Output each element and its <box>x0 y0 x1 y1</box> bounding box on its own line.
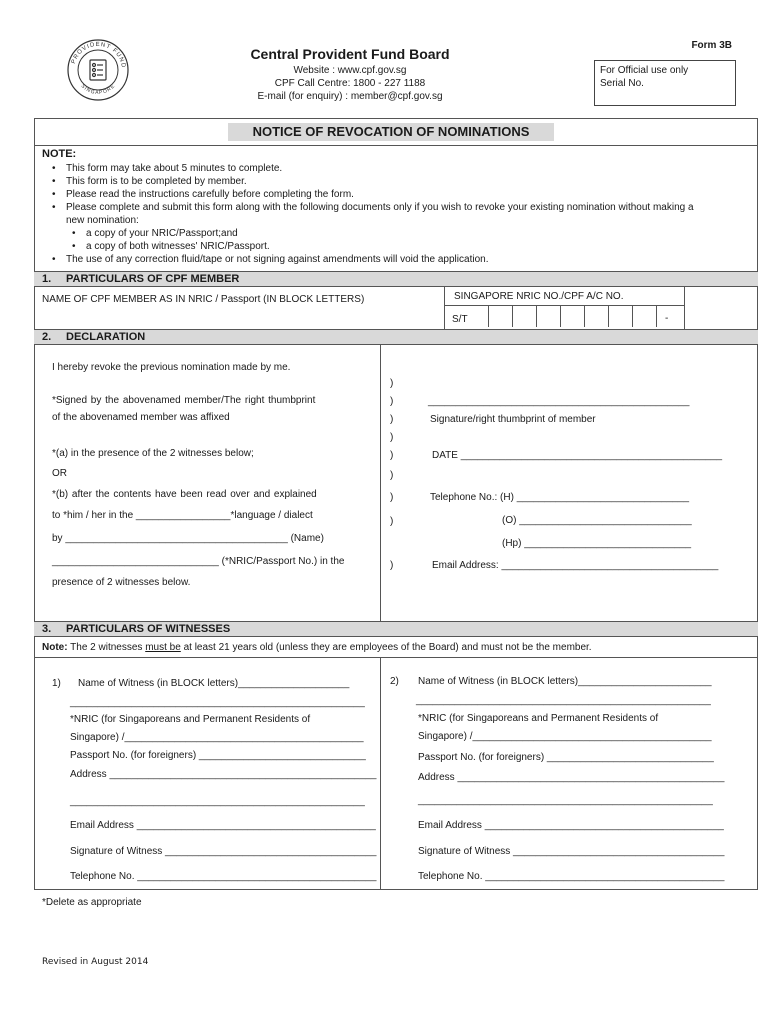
paren: ) <box>390 432 394 443</box>
note-item: • The use of any correction fluid/tape or not signing against amendments will void the application. <box>52 253 742 266</box>
witness2-address-field[interactable]: Address ________________________________________________ <box>418 772 725 783</box>
official-use-box <box>594 60 736 106</box>
witness1-passport-field[interactable]: Passport No. (for foreigners) ______________________________ <box>70 750 366 761</box>
nric-box <box>632 305 633 327</box>
paren: ) <box>390 516 394 527</box>
telephone-home-field[interactable]: Telephone No.: (H) _______________________________ <box>430 492 690 503</box>
option-b: *(b) after the contents have been read over and explained <box>52 489 317 500</box>
divider <box>380 657 381 890</box>
witness2-passport-field[interactable]: Passport No. (for foreigners) ______________________________ <box>418 752 714 763</box>
paren: ) <box>390 560 394 571</box>
nric-dash: - <box>665 313 669 324</box>
witness-note-text2: at least 21 years old (unless they are employees of the Board) and must not be the member. <box>180 642 592 653</box>
witness2-name-field[interactable]: Name of Witness (in BLOCK letters)________________________ <box>418 676 712 687</box>
witness-nric-line[interactable]: ______________________________ (*NRIC/Passport No.) in the <box>52 556 345 567</box>
by-name-line[interactable]: by ________________________________________ (Name) <box>52 533 324 544</box>
witness2-nric-field[interactable]: Singapore) /___________________________________________ <box>418 731 712 742</box>
revoke-statement: I hereby revoke the previous nomination made by me. <box>52 362 291 373</box>
witness1-name-line2[interactable]: _____________________________________________________ <box>70 697 365 708</box>
note-item: • This form may take about 5 minutes to complete. <box>52 162 742 175</box>
section2-header <box>34 329 758 345</box>
delete-note: *Delete as appropriate <box>42 897 142 908</box>
paren: ) <box>390 450 394 461</box>
nric-box <box>608 305 609 327</box>
witness2-address-line2[interactable]: _____________________________________________________ <box>418 795 713 806</box>
witness1-nric-label: *NRIC (for Singaporeans and Permanent Residents of <box>70 714 311 725</box>
paren: ) <box>390 492 394 503</box>
witness-note <box>42 642 592 653</box>
website-line[interactable]: Website : www.cpf.gov.sg <box>293 65 407 76</box>
nric-box <box>560 305 561 327</box>
section1-header <box>34 271 758 287</box>
signed-text-1: *Signed by the abovenamed member/The right thumbprint <box>52 395 316 406</box>
form-title: NOTICE OF REVOCATION OF NOMINATIONS <box>228 123 554 141</box>
revision-date: Revised in August 2014 <box>42 957 149 967</box>
divider <box>684 287 685 329</box>
witness-note-prefix: Note: <box>42 642 68 653</box>
witness1-address-field[interactable]: Address ________________________________________________ <box>70 769 377 780</box>
telephone-hp-field[interactable]: (Hp) ______________________________ <box>502 538 692 549</box>
signed-text-2: of the abovenamed member was affixed <box>52 412 230 423</box>
section2-num: 2. <box>42 331 52 343</box>
nric-box <box>512 305 513 327</box>
witness2-email-field[interactable]: Email Address ___________________________________________ <box>418 820 724 831</box>
section3-num: 3. <box>42 623 52 635</box>
witness1-name-field[interactable]: Name of Witness (in BLOCK letters)____________________ <box>78 678 350 689</box>
telephone-office-field[interactable]: (O) _______________________________ <box>502 515 692 526</box>
language-line[interactable]: to *him / her in the _________________*language / dialect <box>52 510 313 521</box>
note-heading: NOTE: <box>42 148 77 160</box>
witness1-nric-field[interactable]: Singapore) /___________________________________________ <box>70 732 364 743</box>
note-subitem: • a copy of your NRIC/Passport;and <box>52 227 742 240</box>
witness2-telephone-field[interactable]: Telephone No. ___________________________________________ <box>418 871 725 882</box>
divider <box>444 287 445 329</box>
paren: ) <box>390 396 394 407</box>
witness2-number: 2) <box>390 676 399 687</box>
form-number: Form 3B <box>691 40 732 51</box>
signature-label: Signature/right thumbprint of member <box>430 414 596 425</box>
section3-header <box>34 621 758 637</box>
witness1-email-field[interactable]: Email Address ___________________________________________ <box>70 820 376 831</box>
note-item: • This form is to be completed by member. <box>52 175 742 188</box>
signature-line[interactable]: _______________________________________________ <box>428 396 690 407</box>
witness-note-text1: The 2 witnesses <box>70 642 146 653</box>
section2-title: DECLARATION <box>66 331 146 343</box>
section1-title: PARTICULARS OF CPF MEMBER <box>66 273 240 285</box>
note-subitem: • a copy of both witnesses' NRIC/Passport. <box>52 240 742 253</box>
paren: ) <box>390 378 394 389</box>
member-name-label: NAME OF CPF MEMBER AS IN NRIC / Passport (IN BLOCK LETTERS) <box>42 294 365 305</box>
witness2-nric-label: *NRIC (for Singaporeans and Permanent Residents of <box>418 713 659 724</box>
nric-box <box>488 305 489 327</box>
date-field[interactable]: DATE _______________________________________________ <box>432 450 723 461</box>
note-item: • Please complete and submit this form along with the following documents only if you wish to revoke your existing nomination without making a <box>52 201 742 214</box>
witness1-number: 1) <box>52 678 61 689</box>
note-item-cont: new nomination: <box>66 215 139 226</box>
nric-box <box>584 305 585 327</box>
email-line[interactable]: E-mail (for enquiry) : member@cpf.gov.sg <box>257 91 443 102</box>
section3-title: PARTICULARS OF WITNESSES <box>66 623 231 635</box>
witness-note-must: must be <box>145 642 181 653</box>
paren: ) <box>390 414 394 425</box>
paren: ) <box>390 470 394 481</box>
witness1-signature-field[interactable]: Signature of Witness ______________________________________ <box>70 846 377 857</box>
nric-box <box>536 305 537 327</box>
seal-top-text: PROVIDENT FUND <box>70 41 127 69</box>
note-item: • Please read the instructions carefully before completing the form. <box>52 188 742 201</box>
nric-box <box>656 305 657 327</box>
option-a: *(a) in the presence of the 2 witnesses below; <box>52 448 254 459</box>
email-address-field[interactable]: Email Address: _______________________________________ <box>432 560 719 571</box>
witness1-address-line2[interactable]: _____________________________________________________ <box>70 796 365 807</box>
nric-label: SINGAPORE NRIC NO./CPF A/C NO. <box>454 291 624 302</box>
section1-num: 1. <box>42 273 52 285</box>
witness1-telephone-field[interactable]: Telephone No. ___________________________________________ <box>70 871 377 882</box>
call-centre-line: CPF Call Centre: 1800 - 227 1188 <box>274 78 426 89</box>
note-list <box>52 162 742 266</box>
serial-no-label: Serial No. <box>600 78 644 89</box>
presence-text: presence of 2 witnesses below. <box>52 577 191 588</box>
nric-prefix: S/T <box>452 314 468 325</box>
org-name: Central Provident Fund Board <box>250 46 450 62</box>
witness2-signature-field[interactable]: Signature of Witness ______________________________________ <box>418 846 725 857</box>
divider <box>380 345 381 621</box>
or-text: OR <box>52 468 67 479</box>
divider <box>34 657 758 658</box>
official-use-label: For Official use only <box>600 65 689 76</box>
divider <box>444 305 684 306</box>
witness2-name-line2[interactable]: _____________________________________________________ <box>416 695 711 706</box>
seal-bottom-text: SINGAPORE <box>79 83 117 97</box>
cpf-seal-logo <box>66 38 130 102</box>
